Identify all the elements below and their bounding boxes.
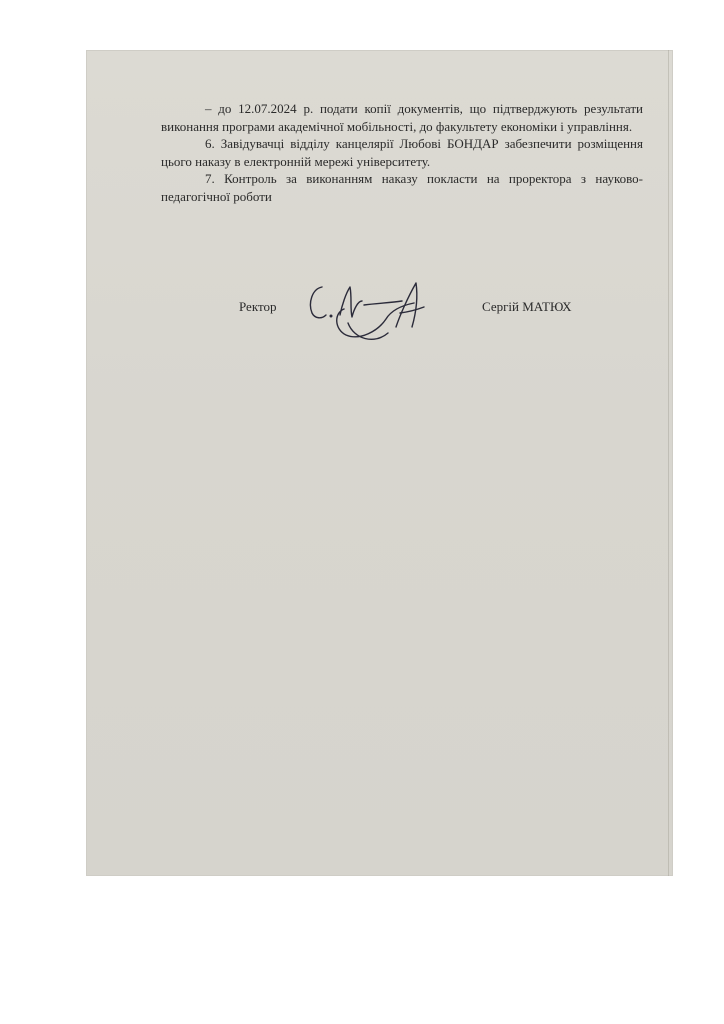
paragraph-deadline: – до 12.07.2024 р. подати копії документів, що підтверджують результати виконання програми академічної мобільності, до факультету економіки і управління. xyxy=(161,101,643,134)
signatory-title: Ректор xyxy=(239,299,277,314)
handwritten-signature xyxy=(304,279,434,359)
document-body xyxy=(161,100,643,206)
scanned-page xyxy=(86,50,673,876)
paragraph-item-6: 6. Завідувачці відділу канцелярії Любові БОНДАР забезпечити розміщення цього наказу в електронній мережі університету. xyxy=(161,136,643,169)
signatory-name: Сергій МАТЮХ xyxy=(482,299,572,314)
paragraph-item-7: 7. Контроль за виконанням наказу покласти на проректора з науково-педагогічної роботи xyxy=(161,171,643,204)
signature-block xyxy=(86,293,673,373)
